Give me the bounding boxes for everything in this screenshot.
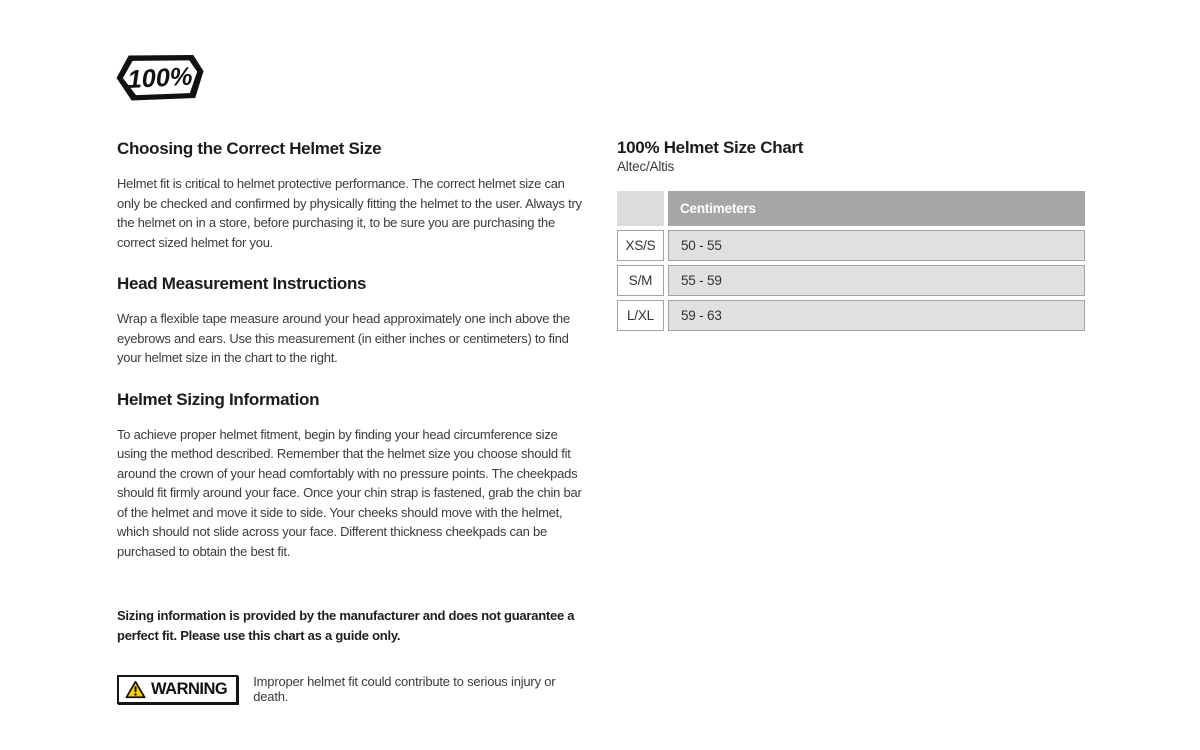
sizing-info-column — [117, 138, 589, 704]
table-row-size-value: 55 - 59 — [668, 265, 1085, 296]
warning-triangle-icon — [125, 680, 146, 699]
warning-label: WARNING — [151, 679, 228, 698]
section-choosing-helmet-size — [117, 138, 589, 252]
brand-logo-100percent-icon — [116, 52, 204, 102]
table-row-size-label: S/M — [617, 265, 664, 296]
section-body: Wrap a flexible tape measure around your head approximately one inch above the eyebrows and ears. Use this measurement (in either inches or centimeters) to find your helmet size in the chart to the right. — [117, 311, 570, 365]
warning-badge — [117, 675, 238, 704]
section-heading: Head Measurement Instructions — [117, 274, 367, 293]
manufacturer-disclaimer: Sizing information is provided by the manufacturer and does not guarantee a perfect fit. Please use this chart as a guide only. — [117, 608, 575, 643]
table-row-size-value: 50 - 55 — [668, 230, 1085, 261]
size-chart-table — [617, 191, 1085, 331]
section-heading: Helmet Sizing Information — [117, 389, 320, 409]
table-row-size-label: L/XL — [617, 300, 664, 331]
table-row-size-label: XS/S — [617, 230, 664, 261]
section-body: Helmet fit is critical to helmet protective performance. The correct helmet size can only be checked and confirmed by physically fitting the helmet to the user. Always try the helmet on in a store, before purchasing it, to be sure you are purchasing the correct sized helmet for you. — [117, 176, 582, 250]
table-corner-cell — [617, 191, 664, 226]
size-chart-title: 100% Helmet Size Chart — [617, 138, 804, 157]
section-helmet-sizing-info — [117, 389, 589, 562]
size-chart-column — [617, 137, 1085, 331]
size-chart-model: Altec/Altis — [617, 159, 675, 174]
table-column-header: Centimeters — [668, 191, 1085, 226]
table-row-size-value: 59 - 63 — [668, 300, 1085, 331]
warning-text: Improper helmet fit could contribute to serious injury or death. — [253, 674, 556, 704]
logo-hexagon-icon — [116, 52, 204, 102]
warning-row — [117, 674, 589, 704]
section-heading: Choosing the Correct Helmet Size — [117, 139, 382, 158]
section-head-measurement — [117, 273, 589, 368]
section-body: To achieve proper helmet fitment, begin by finding your head circumference size using the method described. Remember that the helmet size you choose should fit around the crown of your head comfortably with no pressure points. The cheekpads should fit firmly around your face. Once your chin strap is fastened, grab the chin bar of the helmet and move it side to side. Your cheeks should move with the helmet, which should not slide across your face. Different thickness cheekpads can be purchased to obtain the best fit. — [117, 426, 582, 559]
logo-text: 100% — [126, 62, 194, 94]
